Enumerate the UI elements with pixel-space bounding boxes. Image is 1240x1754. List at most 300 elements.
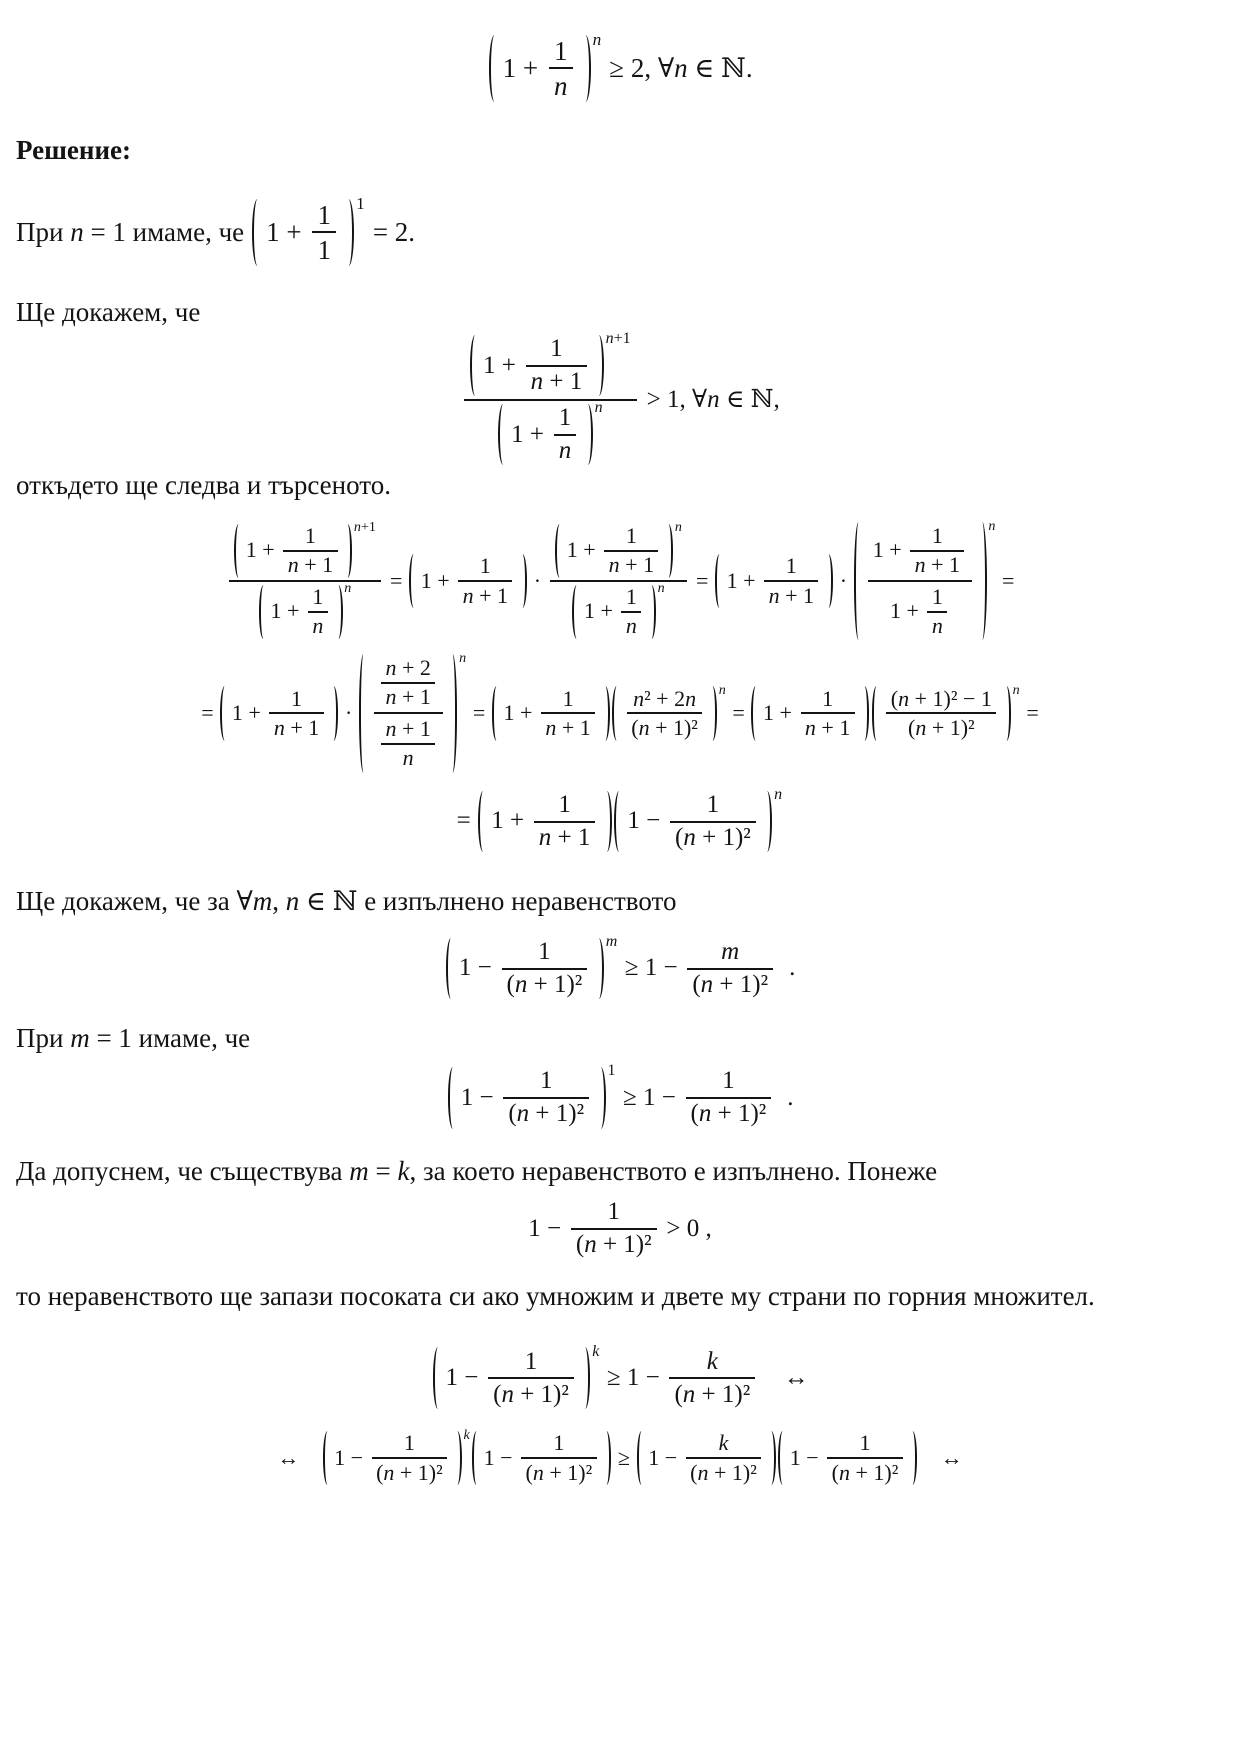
fraction: [868, 521, 972, 641]
right-paren: [518, 554, 527, 608]
math-text: 1 +: [763, 700, 798, 726]
math-text: 1 +: [583, 598, 619, 624]
fraction: [627, 685, 702, 742]
paren-group: [409, 553, 527, 610]
paren-group: [472, 1430, 611, 1487]
numerator: [868, 521, 972, 580]
numerator: [283, 522, 337, 549]
denominator: [621, 611, 641, 640]
paren-group: [492, 685, 610, 742]
math-text: 1 +: [566, 537, 602, 563]
denominator: [502, 968, 588, 1001]
paren-group: [498, 399, 603, 467]
math-text: 1 +: [726, 567, 762, 593]
denominator: [927, 611, 947, 640]
math-text: =: [384, 567, 408, 593]
math-text: 1 −: [334, 1444, 369, 1470]
left-paren: [448, 1067, 459, 1129]
paren-body: [883, 685, 1000, 742]
left-paren: [472, 1431, 481, 1485]
math-text: 1 +: [503, 700, 538, 726]
paren-group: [854, 517, 996, 641]
math-text: 1 +: [245, 537, 281, 563]
math-text: ↔: [758, 1363, 809, 1391]
paren-body: [726, 553, 822, 610]
math-text: ( n + 1)²: [907, 714, 975, 740]
exponent: n: [774, 786, 783, 804]
left-paren: [220, 686, 229, 740]
math-text: ≥: [612, 1444, 636, 1470]
right-paren: [600, 686, 609, 740]
math-text: 1: [822, 685, 834, 711]
math-text: 1 −: [445, 1363, 485, 1391]
derivation-line-2: [16, 650, 1224, 773]
paren-body: [483, 1430, 600, 1487]
right-paren: [343, 199, 354, 265]
math-text: 1: [625, 583, 637, 609]
numerator: [458, 553, 512, 580]
numerator: [571, 1197, 657, 1228]
fraction: [503, 1066, 589, 1130]
math-text: n + 1: [545, 714, 591, 740]
math-text: 1: [403, 1430, 415, 1456]
fraction: [283, 522, 337, 579]
math-text: n: [625, 613, 637, 639]
right-paren: [343, 524, 352, 578]
math-text: 1 +: [231, 700, 267, 726]
right-paren: [908, 1431, 917, 1485]
fraction: [458, 553, 512, 610]
math-text: ·: [834, 567, 853, 593]
fraction: [534, 790, 596, 854]
math-text: =: [996, 567, 1015, 593]
math-text: 1 −: [528, 1214, 568, 1242]
paren-group: [715, 553, 833, 610]
fraction: [541, 685, 595, 742]
math-text: При m = 1 имаме, че: [16, 1022, 251, 1053]
left-paren: [715, 554, 724, 608]
consequence-note: откъдето ще следва и търсеното.: [16, 470, 391, 500]
paren-group: [470, 330, 631, 398]
fraction: [372, 1430, 447, 1487]
exponent: 1: [607, 1062, 616, 1080]
fraction: [312, 198, 336, 267]
math-text: k: [706, 1347, 718, 1375]
math-text: 1 −: [648, 1444, 683, 1470]
math-text: n + 1: [608, 551, 655, 577]
numerator: [534, 790, 596, 821]
fraction: [910, 522, 964, 579]
exponent: n+1: [605, 330, 631, 348]
denominator: [550, 580, 688, 641]
math-text: 1 +: [266, 216, 309, 247]
math-text: n ² + 2 n: [633, 685, 697, 711]
left-paren: [498, 404, 509, 466]
numerator: [541, 685, 595, 712]
denominator: [308, 611, 328, 640]
base-case-m-text: [16, 1021, 1224, 1056]
paren-body: [334, 1430, 451, 1487]
left-paren: [555, 524, 564, 578]
right-paren: [762, 791, 773, 853]
paren-group: [478, 790, 612, 854]
math-text: ( n + 1)²: [690, 1100, 767, 1128]
exponent: n: [718, 682, 726, 699]
fraction: [488, 1346, 574, 1410]
fraction: [521, 1430, 596, 1487]
math-text: 1: [625, 522, 637, 548]
exponent: k: [592, 1342, 600, 1360]
math-text: ·: [528, 567, 547, 593]
fraction: [621, 584, 641, 641]
fraction: [308, 584, 328, 641]
math-text: ( n + 1)²: [506, 971, 583, 999]
fraction: [604, 522, 658, 579]
math-text: 1: [607, 1198, 620, 1226]
numerator: [503, 1066, 589, 1097]
fraction: [686, 1066, 772, 1130]
paren-body: [648, 1430, 765, 1487]
math-text: =: [467, 700, 491, 726]
math-text: n: [402, 745, 414, 771]
numerator: [801, 685, 855, 712]
denominator: [541, 712, 595, 741]
fraction: [686, 1430, 761, 1487]
math-text: 1: [722, 1067, 735, 1095]
math-text: n + 1: [914, 551, 961, 577]
left-paren: [751, 686, 760, 740]
bernoulli-claim-text: [16, 884, 1224, 919]
paren-group: [220, 685, 338, 742]
math-text: n + 1: [273, 714, 320, 740]
math-text: ≥ 1 −: [618, 954, 684, 982]
math-text: 1 +: [872, 537, 908, 563]
base-case-n: [16, 194, 1224, 267]
math-text: ( n + 1)²: [525, 1459, 593, 1485]
fraction: [886, 685, 996, 742]
fraction: [229, 521, 382, 641]
paren-body: [420, 553, 516, 610]
denominator: [312, 231, 336, 266]
left-paren: [433, 1347, 444, 1409]
denominator: [458, 580, 512, 609]
paren-group: [323, 1426, 470, 1487]
denominator: [283, 550, 337, 579]
math-text: 1: [931, 522, 943, 548]
math-text: 1 +: [483, 351, 523, 379]
math-text: 1: [562, 685, 574, 711]
left-paren: [872, 686, 881, 740]
math-text: ↔: [277, 1444, 322, 1470]
paren-group: [489, 30, 602, 103]
math-text: n: [553, 71, 568, 102]
paren-body: [483, 334, 592, 398]
fraction: [801, 685, 855, 742]
paren-body: [511, 403, 581, 467]
paren-body: [623, 685, 705, 742]
denominator: [554, 434, 577, 467]
math-text: .: [774, 1083, 794, 1111]
math-text: 1 −: [627, 807, 667, 835]
fraction: [381, 716, 435, 773]
numerator: [764, 553, 818, 580]
paren-body: [445, 1346, 578, 1410]
left-paren: [470, 335, 481, 397]
math-text: n + 1: [768, 582, 814, 608]
math-text: =: [1020, 700, 1039, 726]
numerator: [549, 34, 573, 67]
numerator: [308, 584, 328, 611]
math-text: 1: [524, 1347, 538, 1375]
math-text: m: [721, 938, 740, 966]
math-text: ( n + 1)² − 1: [890, 685, 992, 711]
math-text: ( n + 1)²: [376, 1459, 443, 1485]
numerator: [312, 198, 336, 231]
denominator: [910, 550, 964, 579]
paren-group: [252, 194, 365, 267]
left-paren: [778, 1431, 787, 1485]
left-paren: [259, 585, 268, 639]
math-text: Да допуснем, че съществува m = k , за което неравенството е изпълнено. Понеже: [16, 1155, 938, 1186]
fraction: [669, 1346, 755, 1410]
numerator: [521, 1430, 596, 1457]
math-text: n + 1: [385, 716, 431, 742]
denominator: [526, 365, 588, 398]
exponent: n: [988, 517, 996, 534]
numerator: [381, 655, 435, 682]
numerator: [372, 1430, 447, 1457]
math-text: 1 −: [458, 954, 499, 982]
paren-body: [789, 1430, 906, 1487]
math-text: Ще докажем, че за ∀ m , n ∈ ℕ е изпълнено неравенството: [16, 885, 677, 916]
fraction: [927, 584, 947, 641]
denominator: [764, 580, 818, 609]
exponent: n: [344, 580, 352, 597]
exponent: n: [594, 399, 603, 417]
left-paren: [478, 791, 489, 853]
induction-assumption-text: [16, 1154, 1224, 1189]
math-text: n + 1: [538, 824, 591, 852]
denominator: [549, 67, 573, 102]
math-text: 1: [479, 553, 491, 579]
right-paren: [664, 524, 673, 578]
paren-group: [433, 1342, 600, 1410]
math-text: 1: [859, 1430, 871, 1456]
exponent: n: [674, 519, 682, 536]
right-paren: [977, 522, 986, 640]
left-paren: [854, 522, 863, 640]
math-text: .: [776, 954, 796, 982]
math-text: 1: [550, 335, 563, 362]
numerator: [687, 937, 773, 968]
math-text: n + 1: [385, 684, 431, 710]
paren-body: [627, 790, 760, 854]
numerator: [502, 937, 588, 968]
derivation-line-1: [16, 517, 1224, 641]
numerator: [621, 584, 641, 611]
denominator: [670, 821, 756, 854]
left-paren: [492, 686, 501, 740]
math-text: 1 +: [270, 598, 305, 624]
numerator: [229, 521, 382, 580]
exponent: n: [657, 580, 665, 597]
denominator: [521, 1457, 596, 1486]
numerator: [374, 653, 443, 712]
right-paren: [333, 585, 342, 639]
math-text: n: [931, 613, 943, 639]
denominator: [669, 1377, 755, 1410]
denominator: [464, 399, 637, 468]
denominator: [381, 743, 435, 772]
math-text: n: [312, 613, 324, 639]
exponent: 1: [356, 194, 365, 214]
fraction: [550, 521, 688, 641]
right-paren: [860, 686, 869, 740]
denominator: [886, 712, 996, 741]
math-text: n + 1: [287, 551, 334, 577]
math-text: k: [718, 1430, 729, 1456]
math-text: 1 +: [491, 807, 531, 835]
math-text: 1: [291, 685, 303, 711]
fraction: [526, 334, 588, 398]
solution-heading: Решение:: [16, 134, 131, 165]
math-text: 1: [317, 235, 331, 266]
fraction: [549, 34, 573, 103]
left-paren: [637, 1431, 646, 1485]
numerator: [910, 522, 964, 549]
denominator: [627, 712, 702, 741]
math-text: n + 1: [462, 582, 508, 608]
math-text: =: [456, 807, 477, 835]
induction-step-line-1: [16, 1342, 1224, 1410]
denominator: [827, 1457, 902, 1486]
right-paren: [329, 686, 338, 740]
paren-body: [566, 522, 662, 579]
right-paren: [1002, 686, 1011, 740]
math-text: 1: [931, 583, 943, 609]
paren-group: [446, 933, 618, 1001]
right-paren: [708, 686, 717, 740]
paren-group: [612, 682, 726, 742]
math-text: 1: [553, 1430, 565, 1456]
numerator: [269, 685, 323, 712]
fraction: [464, 332, 637, 468]
fraction: [827, 1430, 902, 1487]
paren-group: [572, 580, 665, 641]
paren-group: [359, 650, 467, 773]
left-paren: [234, 524, 243, 578]
left-paren: [572, 585, 581, 639]
numerator: [686, 1430, 761, 1457]
math-text: ( n + 1)²: [675, 824, 751, 852]
math-text: = 2.: [366, 216, 416, 247]
exponent: n: [592, 30, 602, 50]
math-text: При n = 1 имаме, че: [16, 216, 251, 247]
paren-body: [370, 653, 446, 773]
denominator: [503, 1097, 589, 1130]
left-paren: [359, 654, 368, 772]
right-paren: [580, 1347, 591, 1409]
math-text: ( n + 1)²: [493, 1380, 569, 1408]
math-text: =: [690, 567, 714, 593]
paren-body: [270, 584, 331, 641]
paren-body: [763, 685, 859, 742]
right-paren: [579, 35, 590, 101]
right-paren: [582, 404, 593, 466]
math-text: ( n + 1)²: [631, 714, 698, 740]
base-case-m-inequality: [16, 1062, 1224, 1130]
paren-group: [234, 519, 376, 579]
paren-body: [503, 685, 599, 742]
left-paren: [446, 938, 457, 1000]
math-text: 1: [539, 1067, 553, 1095]
left-paren: [323, 1431, 332, 1485]
math-text: ≥ 1 −: [616, 1083, 683, 1111]
numerator: [927, 584, 947, 611]
math-text: 1 −: [789, 1444, 825, 1470]
fraction: [764, 553, 818, 610]
math-text: 1 −: [483, 1444, 519, 1470]
math-text: ( n + 1)²: [690, 1459, 757, 1485]
math-text: 1: [304, 522, 316, 548]
fraction: [554, 403, 577, 467]
numerator: [669, 1346, 755, 1377]
numerator: [670, 790, 756, 821]
math-text: 1: [706, 791, 720, 819]
denominator: [686, 1097, 772, 1130]
induction-step-line-2: [16, 1426, 1224, 1487]
direction-note: то неравенството ще запази посоката си ако умножим и двете му страни по горния множител.: [16, 1280, 1095, 1311]
math-text: 1 +: [511, 420, 551, 448]
math-text: n + 1: [530, 368, 583, 395]
numerator: [627, 685, 702, 712]
numerator: [686, 1066, 772, 1097]
denominator: [381, 682, 435, 711]
right-paren: [766, 1431, 775, 1485]
math-text: 1: [553, 35, 568, 66]
numerator: [488, 1346, 574, 1377]
right-paren: [593, 335, 604, 397]
denominator: [372, 1457, 447, 1486]
math-text: ≥ 2, ∀ n ∈ ℕ.: [602, 52, 753, 83]
numerator: [604, 522, 658, 549]
left-paren: [614, 791, 625, 853]
math-text: ( n + 1)²: [692, 971, 769, 999]
numerator: [526, 334, 588, 365]
math-text: n: [558, 437, 572, 464]
positivity-inequality: [16, 1197, 1224, 1261]
derivation-line-3: [16, 786, 1224, 854]
right-paren: [452, 1431, 461, 1485]
claim-intro: Ще докажем, че: [16, 296, 201, 327]
numerator: [554, 403, 577, 434]
right-paren: [647, 585, 656, 639]
denominator: [604, 550, 658, 579]
math-text: =: [201, 700, 220, 726]
paren-body: [231, 685, 327, 742]
paren-group: [637, 1430, 776, 1487]
paren-body: [865, 521, 976, 641]
math-text: > 0 ,: [660, 1214, 712, 1242]
fraction: [381, 655, 435, 712]
denominator: [868, 580, 972, 641]
paren-group: [751, 685, 869, 742]
main-inequality: [16, 30, 1224, 103]
paren-body: [460, 1066, 593, 1130]
paren-group: [259, 580, 352, 641]
paren-group: [614, 786, 783, 854]
math-text: 1: [785, 553, 797, 579]
